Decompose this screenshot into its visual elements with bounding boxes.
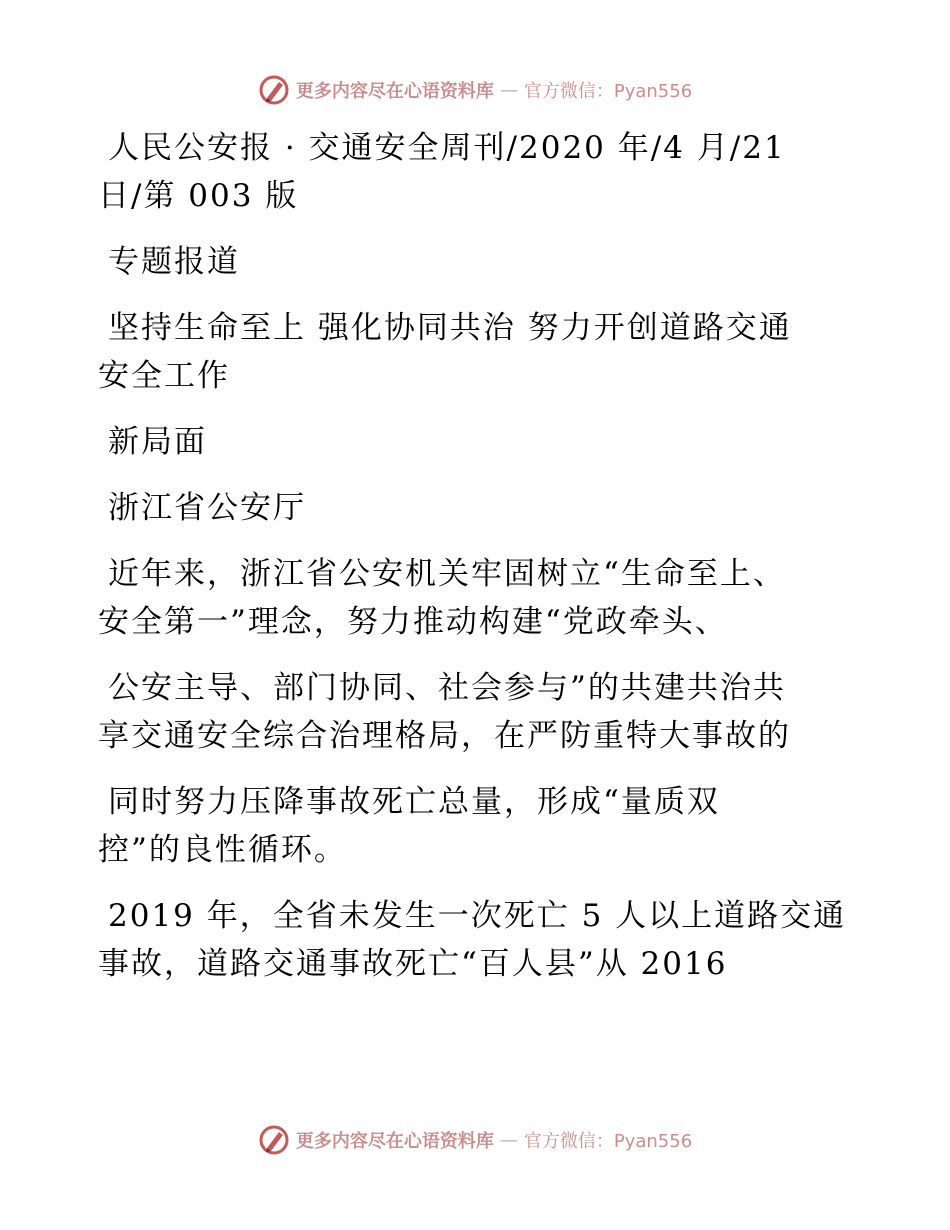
watermark-brand: 更多内容尽在心语资料库 <box>295 1131 494 1152</box>
paragraph-line: 2019 年，全省未发生一次死亡 5 人以上道路交通 <box>108 898 847 934</box>
paragraph-line: 控”的良性循环。 <box>98 832 347 868</box>
watermark-brand: 更多内容尽在心语资料库 <box>295 81 494 102</box>
author-text: 浙江省公安厅 <box>108 490 306 526</box>
body-paragraph <box>98 550 888 646</box>
paragraph-line: 近年来，浙江省公安机关牢固树立“生命至上、 <box>108 556 786 592</box>
header-line: 人民公安报 · 交通安全周刊/2020 年/4 月/21 <box>108 130 786 166</box>
article-author <box>98 484 888 532</box>
watermark-banner-bottom <box>0 1120 950 1160</box>
body-paragraph <box>98 778 888 874</box>
body-paragraph <box>98 892 888 988</box>
body-paragraph <box>98 664 888 760</box>
paragraph-line: 安全第一”理念，努力推动构建“党政牵头、 <box>98 604 728 640</box>
section-text: 专题报道 <box>108 244 240 280</box>
pen-logo-icon <box>258 1124 290 1156</box>
title-line: 新局面 <box>108 424 207 460</box>
paragraph-line: 同时努力压降事故死亡总量，形成“量质双 <box>108 784 720 820</box>
paragraph-line: 公安主导、部门协同、社会参与”的共建共治共 <box>108 670 786 706</box>
header-line: 日/第 003 版 <box>98 178 299 214</box>
section-label <box>98 238 888 286</box>
paragraph-line: 事故，道路交通事故死亡“百人县”从 2016 <box>98 946 728 982</box>
watermark-separator: — <box>499 1129 518 1151</box>
title-line: 坚持生命至上 强化协同共治 努力开创道路交通 <box>108 310 792 346</box>
publication-header <box>98 124 888 220</box>
watermark-separator: — <box>499 79 518 101</box>
watermark-banner-top <box>0 70 950 110</box>
paragraph-line: 享交通安全综合治理格局，在严防重特大事故的 <box>98 718 791 754</box>
watermark-wechat: 官方微信：Pyan556 <box>523 1131 693 1152</box>
pen-logo-icon <box>258 74 290 106</box>
article-title <box>98 304 888 400</box>
watermark-wechat: 官方微信：Pyan556 <box>523 81 693 102</box>
article-title-continued <box>98 418 888 466</box>
document-body <box>98 124 888 1006</box>
title-line: 安全工作 <box>98 358 230 394</box>
